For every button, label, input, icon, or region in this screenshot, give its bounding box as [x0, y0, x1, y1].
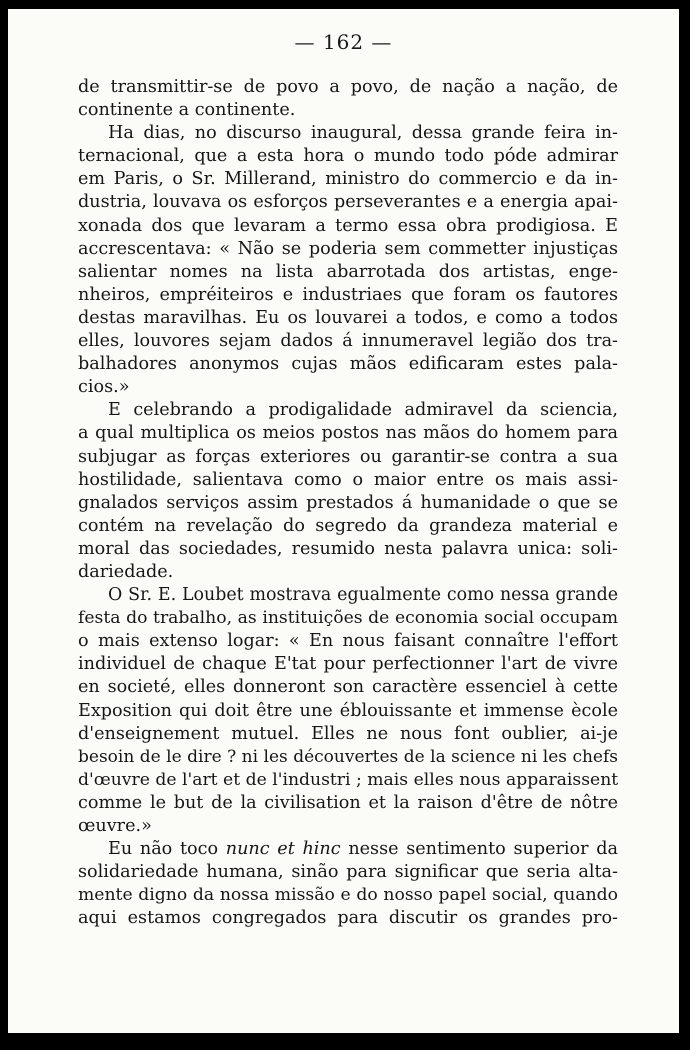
page-number: — 162 — [294, 30, 393, 54]
text-line: Exposition qui doit être une éblouissante et immense ècole [78, 700, 618, 721]
paragraph [78, 399, 618, 584]
text-line: contém na revelação do segredo da grandeza material e [78, 515, 618, 536]
text-body [78, 76, 618, 930]
text-line: de transmittir-se de povo a povo, de nação a nação, de [78, 77, 618, 97]
text-line: ternacional, que a esta hora o mundo todo póde admirar [78, 146, 618, 167]
text-line: cios.» [78, 377, 130, 398]
text-line: dustria, louvava os esforços perseverantes e a energia apai- [78, 192, 618, 213]
paragraph [78, 584, 618, 838]
text-line: xonada dos que levaram a termo essa obra prodigiosa. E [78, 215, 618, 236]
text-line: accrescentava: « Não se poderia sem commetter injustiças [78, 238, 618, 259]
text-line: individuel de chaque E'tat pour perfectionner l'art de vivre [78, 654, 618, 675]
text-line: œuvre.» [78, 816, 152, 836]
text-line: en societé, elles donneront son caractère essenciel à cette [78, 677, 618, 698]
text-line: comme le but de la civilisation et la raison d'être de nôtre [78, 792, 618, 813]
text-line: d'enseignement mutuel. Elles ne nous font oublier, ai-je [78, 723, 618, 744]
text-line: subjugar as forças exteriores ou garantir-se contra a sua [78, 446, 618, 467]
paragraph [78, 122, 618, 399]
text-line [78, 838, 618, 861]
text-line: Ha dias, no discurso inaugural, dessa grande feira in- [108, 123, 618, 144]
paragraph-last [78, 838, 618, 930]
text-line: hostilidade, salientava como o maior entre os mais assi- [78, 469, 618, 490]
text-span: nesse sentimento superior da [340, 839, 618, 860]
text-line: dariedade. [78, 561, 174, 582]
text-line: d'œuvre de l'art et de l'industri ; mais elles nous apparaissent [78, 769, 619, 790]
paragraph [78, 76, 618, 122]
book-page [8, 9, 679, 1033]
text-line: salientar nomes na lista abarrotada dos artistas, enge- [78, 261, 618, 282]
text-line: destas maravilhas. Eu os louvarei a todos, e como a todos [78, 307, 618, 328]
italic-phrase: nunc et hinc [225, 839, 341, 860]
text-line: O Sr. E. Loubet mostrava egualmente como nessa grande [108, 585, 618, 606]
text-line: elles, louvores sejam dados á innumeravel legião dos tra- [78, 331, 618, 352]
text-line: balhadores anonymos cujas mãos edificaram estes pala- [78, 354, 618, 375]
text-line: moral das sociedades, resumido nesta palavra unica: soli- [78, 538, 618, 559]
text-line: a qual multiplica os meios postos nas mãos do homem para [78, 423, 618, 444]
text-line: solidariedade humana, sinão para significar que seria alta- [78, 862, 618, 883]
text-line: E celebrando a prodigalidade admiravel da sciencia, [108, 400, 618, 421]
text-line: festa do trabalho, as instituições de economia social occupam [78, 608, 618, 629]
text-line: o mais extenso logar: « En nous faisant connaître l'effort [78, 631, 618, 652]
text-span: Eu não toco [108, 839, 226, 860]
text-line: aqui estamos congregados para discutir os grandes pro- [78, 908, 618, 929]
text-line: em Paris, o Sr. Millerand, ministro do commercio e da in- [78, 169, 618, 190]
text-line: mente digno da nossa missão e do nosso papel social, quando [78, 885, 618, 906]
text-line: nheiros, empréiteiros e industriaes que foram os fautores [78, 284, 618, 305]
text-line: gnalados serviços assim prestados á humanidade o que se [78, 492, 618, 513]
text-line: besoin de le dire ? ni les découvertes de la science ni les chefs [78, 746, 618, 767]
text-line: continente a continente. [78, 100, 296, 121]
